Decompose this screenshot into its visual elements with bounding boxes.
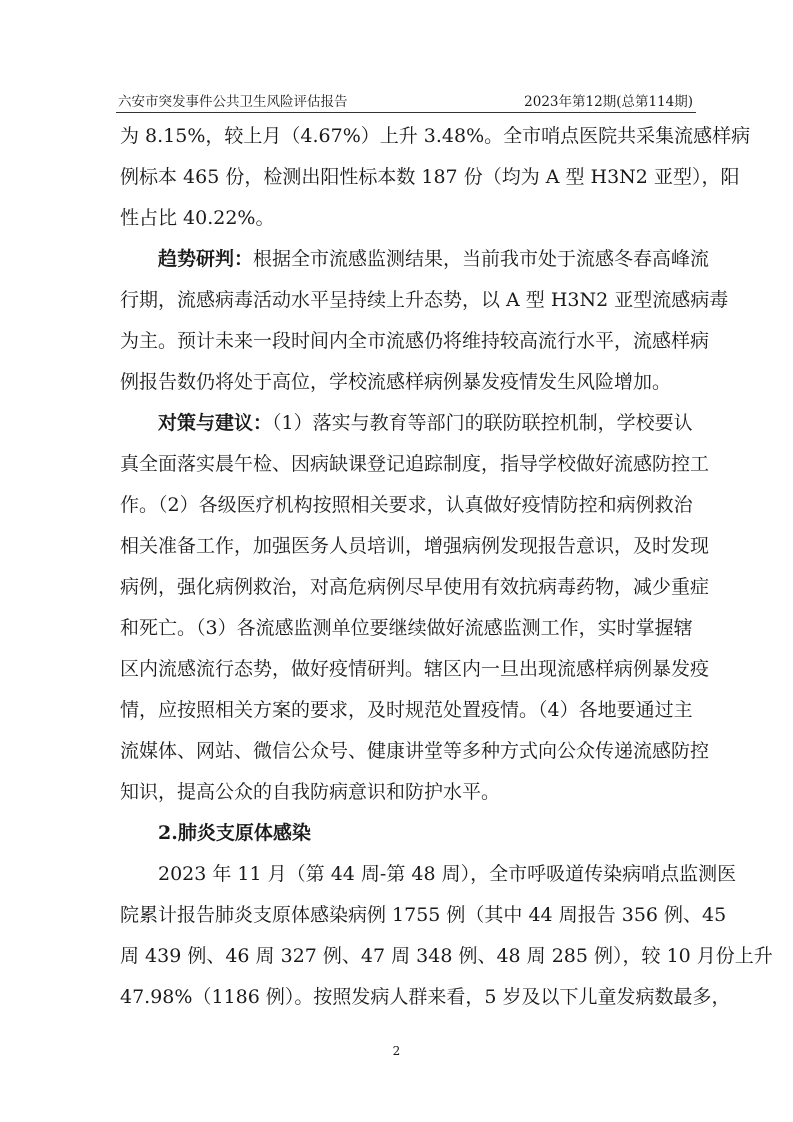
issue-number: 2023年第12期(总第114期) <box>524 94 693 110</box>
page-header <box>118 88 693 110</box>
text-line: 2023 年 11 月（第 44 周-第 48 周），全市呼吸道传染病哨点监测医 <box>158 863 737 885</box>
text-line: 病例，强化病例救治，对高危病例尽早使用有效抗病毒药物，减少重症 <box>120 576 710 598</box>
text-line: 和死亡。（3）各流感监测单位要继续做好流感监测工作，实时掌握辖 <box>120 617 693 639</box>
text-span: 根据全市流感监测结果，当前我市处于流感冬春高峰流 <box>253 248 710 270</box>
page-number: 2 <box>392 1044 401 1058</box>
text-line: 为 8.15%，较上月（4.67%）上升 3.48%。全市哨点医院共采集流感样病 <box>120 125 751 147</box>
text-span: （1）落实与教育等部门的联防联控机制，学校要认 <box>272 412 693 434</box>
text-line: 真全面落实晨午检、因病缺课登记追踪制度，指导学校做好流感防控工 <box>120 453 710 475</box>
text-line: 知识，提高公众的自我防病意识和防护水平。 <box>120 781 501 803</box>
text-line: 相关准备工作，加强医务人员培训，增强病例发现报告意识，及时发现 <box>120 535 710 557</box>
text-line <box>120 239 710 280</box>
text-line: 区内流感流行态势，做好疫情研判。辖区内一旦出现流感样病例暴发疫 <box>120 658 710 680</box>
text-line: 院累计报告肺炎支原体感染病例 1755 例（其中 44 周报告 356 例、45 <box>120 904 727 926</box>
text-line: 情，应按照相关方案的要求，及时规范处置疫情。（4）各地要通过主 <box>120 699 693 721</box>
header-divider <box>116 112 696 113</box>
advice-label: 对策与建议： <box>158 412 273 434</box>
section-heading <box>120 813 692 854</box>
text-line: 例标本 465 份，检测出阳性标本数 187 份（均为 A 型 H3N2 亚型），阳 <box>120 166 740 188</box>
section-heading-text: 2.肺炎支原体感染 <box>158 822 311 844</box>
report-title: 六安市突发事件公共卫生风险评估报告 <box>118 94 348 110</box>
text-line: 47.98%（1186 例）。按照发病人群来看，5 岁及以下儿童发病数最多， <box>120 986 731 1008</box>
document-body <box>120 116 773 1018</box>
text-line: 作。（2）各级医疗机构按照相关要求，认真做好疫情防控和病例救治 <box>120 494 693 516</box>
text-line: 行期，流感病毒活动水平呈持续上升态势，以 A 型 H3N2 亚型流感病毒 <box>120 289 729 311</box>
text-line: 为主。预计未来一段时间内全市流感仍将维持较高流行水平，流感样病 <box>120 330 710 352</box>
text-line: 性占比 40.22%。 <box>120 207 275 229</box>
text-line: 例报告数仍将处于高位，学校流感样病例暴发疫情发生风险增加。 <box>120 371 672 393</box>
text-line: 流媒体、网站、微信公众号、健康讲堂等多种方式向公众传递流感防控 <box>120 740 710 762</box>
text-line: 周 439 例、46 周 327 例、47 周 348 例、48 周 285 例），较 10 月份上升 <box>120 945 773 967</box>
text-line <box>120 403 692 444</box>
trend-label: 趋势研判： <box>158 248 254 270</box>
